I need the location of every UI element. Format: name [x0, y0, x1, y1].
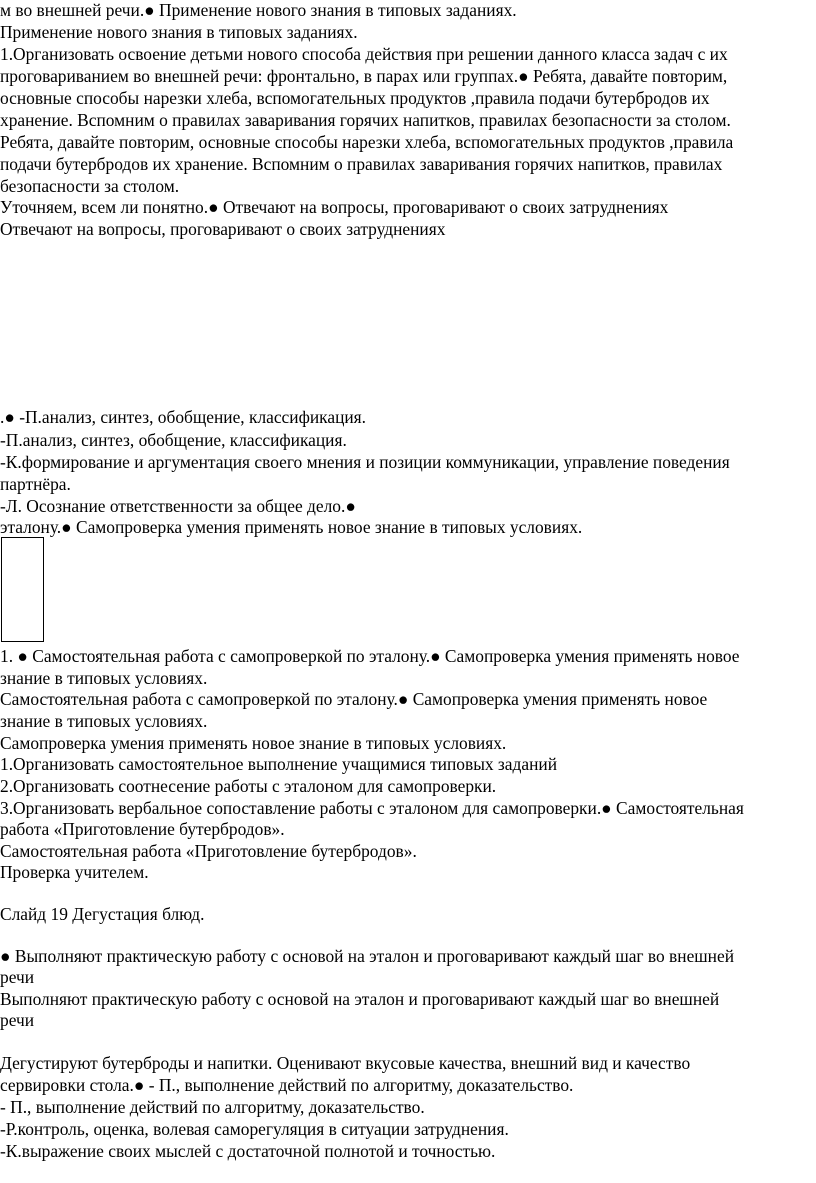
text-line: речи	[0, 1010, 35, 1030]
text-line: Выполняют практическую работу с основой на эталон и проговаривают каждый шаг во внешней	[0, 989, 720, 1009]
text-line: - П., выполнение действий по алгоритму, доказательство.	[0, 1097, 425, 1117]
text-line: 1.Организовать освоение детьми нового способа действия при решении данного класса задач с их	[0, 44, 728, 64]
text-line: ● Выполняют практическую работу с основой на эталон и проговаривают каждый шаг во внешней	[0, 946, 735, 966]
text-line: м во внешней речи.● Применение нового знания в типовых заданиях.	[0, 0, 517, 20]
text-line: безопасности за столом.	[0, 176, 180, 196]
text-line: Самостоятельная работа с самопроверкой по эталону.● Самопроверка умения применять новое	[0, 689, 708, 709]
text-line: проговариванием во внешней речи: фронтально, в парах или группах.● Ребята, давайте повторим,	[0, 66, 728, 86]
text-line: знание в типовых условиях.	[0, 711, 208, 731]
text-line: Отвечают на вопросы, проговаривают о своих затруднениях	[0, 219, 446, 239]
text-line: -Р.контроль, оценка, волевая саморегуляция в ситуации затруднения.	[0, 1119, 509, 1139]
text-line: Уточняем, всем ли понятно.● Отвечают на вопросы, проговаривают о своих затруднениях	[0, 197, 669, 217]
empty-frame	[1, 537, 44, 642]
text-line: основные способы нарезки хлеба, вспомогательных продуктов ,правила подачи бутербродов их	[0, 88, 710, 108]
text-line: Ребята, давайте повторим, основные способы нарезки хлеба, вспомогательных продуктов ,правила	[0, 132, 734, 152]
text-line: сервировки стола.● - П., выполнение действий по алгоритму, доказательство.	[0, 1075, 574, 1095]
text-line: 1.Организовать самостоятельное выполнение учащимися типовых заданий	[0, 754, 558, 774]
text-line: знание в типовых условиях.	[0, 668, 208, 688]
text-line: Применение нового знания в типовых заданиях.	[0, 22, 358, 42]
text-line: 3.Организовать вербальное сопоставление работы с эталоном для самопроверки.● Самостоятельная	[0, 798, 744, 818]
text-line: Самопроверка умения применять новое знание в типовых условиях.	[0, 733, 507, 753]
text-line: работа «Приготовление бутербродов».	[0, 819, 285, 839]
text-line: партнёра.	[0, 474, 71, 494]
text-line: -Л. Осознание ответственности за общее дело.●	[0, 496, 356, 516]
text-line: эталону.● Самопроверка умения применять новое знание в типовых условиях.	[0, 517, 583, 537]
text-line: Самостоятельная работа «Приготовление бутербродов».	[0, 841, 417, 861]
text-line: .● -П.анализ, синтез, обобщение, классификация.	[0, 407, 367, 427]
text-line: Проверка учителем.	[0, 862, 149, 882]
text-line: речи	[0, 967, 35, 987]
text-line: -К.выражение своих мыслей с достаточной полнотой и точностью.	[0, 1141, 496, 1161]
text-line: хранение. Вспомним о правилах заваривания горячих напитков, правилах безопасности за столом.	[0, 110, 731, 130]
text-line: -П.анализ, синтез, обобщение, классификация.	[0, 430, 347, 450]
text-line: -К.формирование и аргументация своего мнения и позиции коммуникации, управление поведения	[0, 452, 730, 472]
text-line: Дегустируют бутерброды и напитки. Оценивают вкусовые качества, внешний вид и качество	[0, 1053, 691, 1073]
text-line: 2.Организовать соотнесение работы с эталоном для самопроверки.	[0, 776, 497, 796]
text-line: подачи бутербродов их хранение. Вспомним о правилах заваривания горячих напитков, правилах	[0, 154, 723, 174]
text-line: 1. ● Самостоятельная работа с самопроверкой по эталону.● Самопроверка умения применять новое	[0, 646, 740, 666]
text-line: Слайд 19 Дегустация блюд.	[0, 904, 205, 924]
